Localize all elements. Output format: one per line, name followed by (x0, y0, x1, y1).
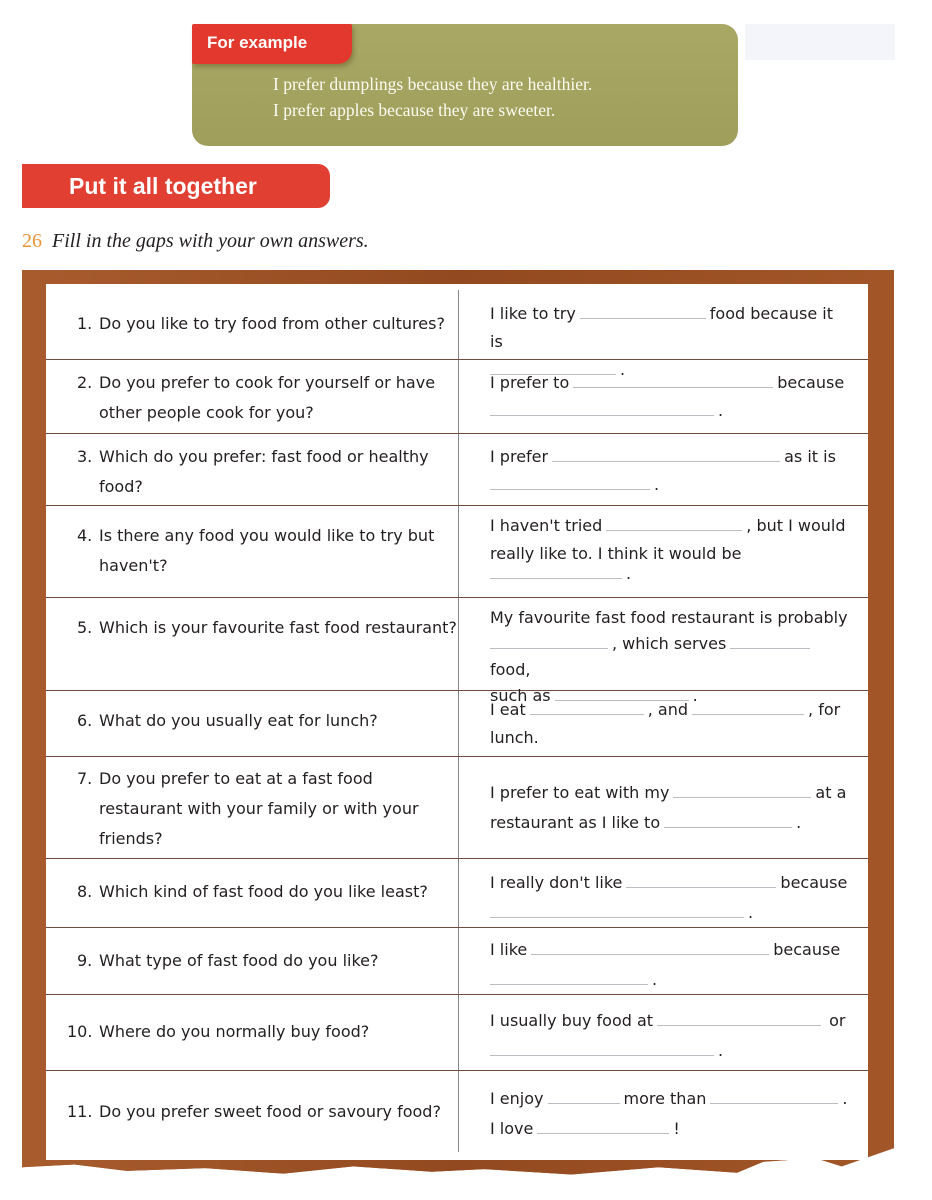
answer-blank[interactable] (490, 970, 648, 985)
exercise-number: 26 (22, 230, 42, 252)
instruction-text: Fill in the gaps with your own answers. (52, 230, 369, 252)
answer-8: I really don't like because . (490, 873, 848, 922)
example-line-1: I prefer dumplings because they are healthier. (273, 74, 593, 94)
column-divider (458, 290, 459, 1152)
answer-blank[interactable] (692, 700, 804, 715)
answer-blank[interactable] (664, 813, 792, 828)
question-7: 7. Do you prefer to eat at a fast food restaurant with your family or with your friends? (77, 769, 419, 848)
answer-5: My favourite fast food restaurant is probably , which servesfood, such as . (490, 608, 848, 705)
answer-1: I like to try food because it is . (490, 304, 833, 379)
answer-2: I prefer to because . (490, 373, 845, 420)
answer-blank[interactable] (730, 634, 810, 649)
question-1: 1. Do you like to try food from other cultures? (77, 314, 445, 333)
answer-blank[interactable] (573, 373, 773, 388)
row-separator (46, 756, 868, 757)
answer-blank[interactable] (537, 1119, 669, 1134)
answer-blank[interactable] (657, 1011, 821, 1026)
answer-11: I enjoy more than . I love ! (490, 1089, 848, 1138)
row-separator (46, 505, 868, 506)
question-9: 9. What type of fast food do you like? (77, 951, 379, 970)
answer-6: I eat , and , for lunch. (490, 700, 841, 747)
answer-blank[interactable] (552, 447, 780, 462)
answer-blank[interactable] (710, 1089, 838, 1104)
row-separator (46, 433, 868, 434)
question-5: 5. Which is your favourite fast food restaurant? (77, 618, 457, 637)
answer-blank[interactable] (626, 873, 776, 888)
question-4: 4. Is there any food you would like to try but haven't? (77, 526, 435, 575)
question-2: 2. Do you prefer to cook for yourself or have other people cook for you? (77, 373, 436, 422)
row-separator (46, 597, 868, 598)
answer-7: I prefer to eat with my at a restaurant as I like to . (490, 783, 847, 832)
answer-blank[interactable] (490, 475, 650, 490)
answer-blank[interactable] (490, 564, 622, 579)
row-separator (46, 1070, 868, 1071)
answer-blank[interactable] (531, 940, 769, 955)
answer-blank[interactable] (673, 783, 811, 798)
answer-blank[interactable] (530, 700, 644, 715)
answer-blank[interactable] (606, 516, 742, 531)
answer-3: I prefer as it is . (490, 447, 836, 494)
answer-blank[interactable] (490, 401, 714, 416)
question-11: 11. Do you prefer sweet food or savoury food? (67, 1102, 441, 1121)
exercise-instruction (22, 230, 369, 253)
answer-9: I like because . (490, 940, 841, 989)
faint-background-band (745, 24, 895, 60)
answer-blank[interactable] (490, 903, 744, 918)
answer-4: I haven't tried , but I would really like to. I think it would be . (490, 516, 846, 583)
answer-blank[interactable] (548, 1089, 620, 1104)
example-line-2: I prefer apples because they are sweeter. (273, 100, 556, 120)
example-tab: For example (192, 24, 352, 64)
section-title-banner: Put it all together (22, 164, 330, 208)
row-separator (46, 858, 868, 859)
question-6: 6. What do you usually eat for lunch? (77, 711, 378, 730)
answer-10: I usually buy food at or . (490, 1011, 846, 1060)
answer-blank[interactable] (490, 1041, 714, 1056)
answer-blank[interactable] (490, 634, 608, 649)
question-10: 10. Where do you normally buy food? (67, 1022, 370, 1041)
question-8: 8. Which kind of fast food do you like least? (77, 882, 428, 901)
question-3: 3. Which do you prefer: fast food or healthy food? (77, 447, 429, 496)
answer-blank[interactable] (580, 304, 706, 319)
